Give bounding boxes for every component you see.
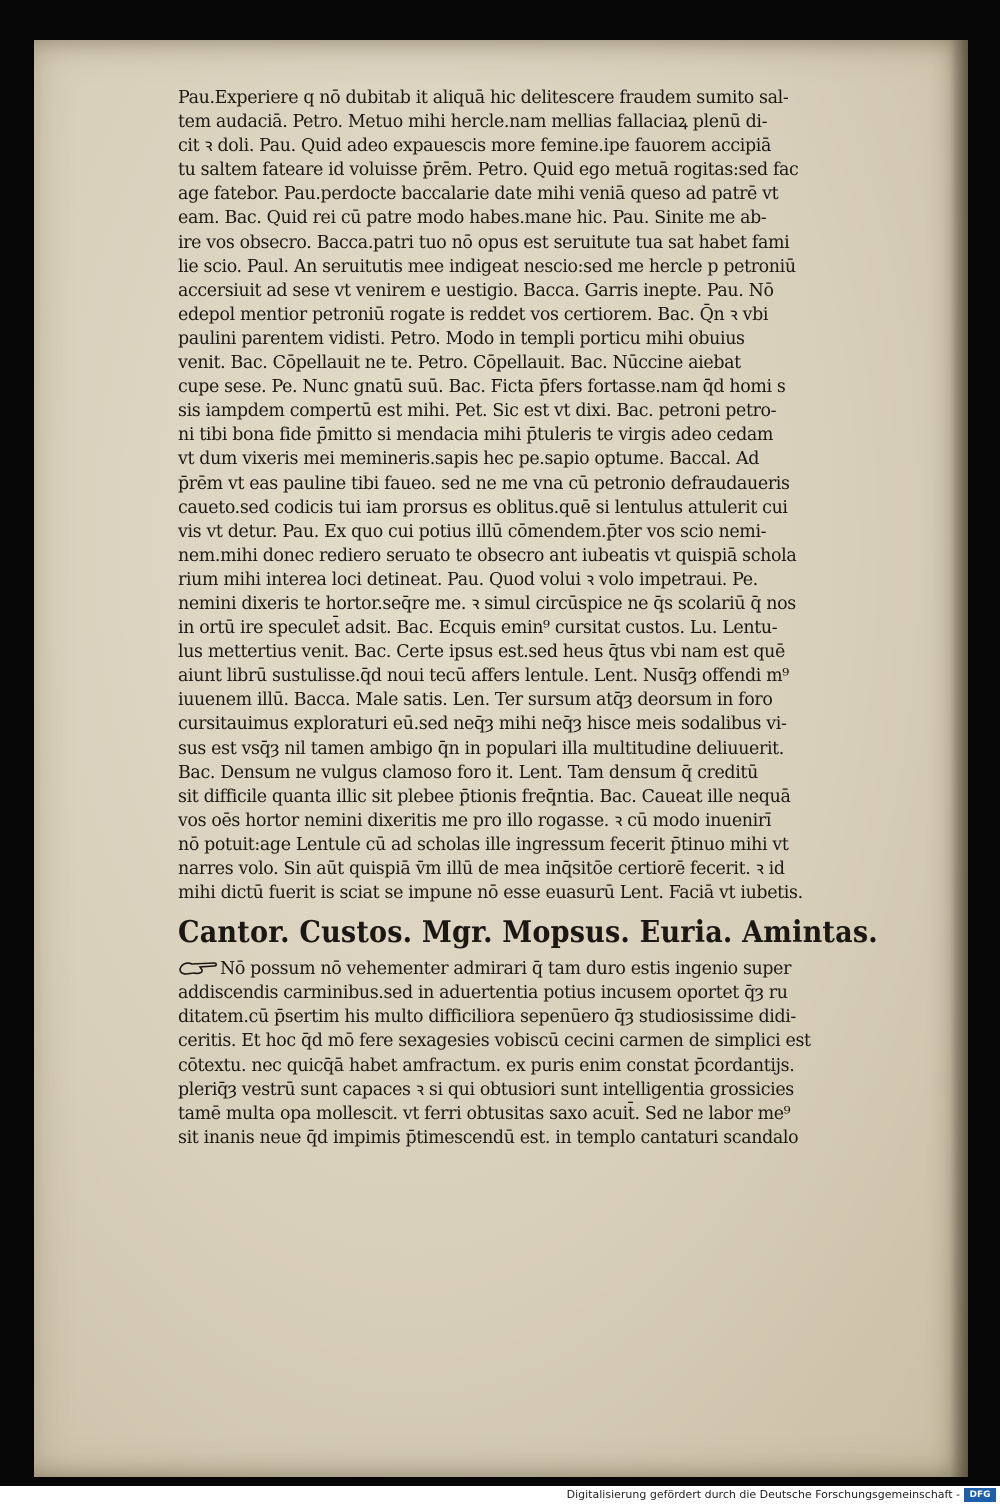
text-line <box>178 423 878 447</box>
body-text-lower <box>178 957 878 1150</box>
text-line-content: p̄rēm vt eas pauline tibi faueo. sed ne me vna cū petronio defraudaueris <box>178 473 790 494</box>
text-line-content: cōtextu. nec quicq̄ā habet amfractum. ex puris enim constat p̄cordantijs. <box>178 1055 795 1076</box>
text-line <box>178 1029 878 1053</box>
text-line <box>178 472 878 496</box>
text-line <box>178 303 878 327</box>
dfg-logo: DFG <box>964 1488 996 1502</box>
text-line-content: in ortū ire speculet̄ adsit. Bac. Ecquis emin⁹ cursitat custos. Lu. Lentu- <box>178 618 778 639</box>
text-line <box>178 279 878 303</box>
text-line <box>178 231 878 255</box>
text-line-content: eam. Bac. Quid rei cū patre modo habes.mane hic. Pau. Sinite me ab- <box>178 208 767 229</box>
text-line-content: caueto.sed codicis tui iam prorsus es oblitus.quē si lentulus attulerit cui <box>178 497 788 518</box>
text-line-content: ire vos obsecro. Bacca.patri tuo nō opus est seruitute tua sat habet fami <box>178 232 790 253</box>
text-line-content: venit. Bac. Cōpellauit ne te. Petro. Cōpellauit. Bac. Nūccine aiebat <box>178 353 741 374</box>
text-line-content: ditatem.cū p̄sertim his multo difficiliora sepenūero q̄ȝ studiosissime didi- <box>178 1007 796 1028</box>
text-line-content: vis vt detur. Pau. Ex quo cui potius illū cōmendem.p̄ter vos scio nemi- <box>178 521 767 542</box>
text-line-content: nemini dixeris te hortor.seq̄re me. ꝛ simul circūspice ne q̄s scolariū q̄ nos <box>178 593 796 614</box>
text-line-content: addiscendis carminibus.sed in aduertentia potius incusem oportet q̄ȝ ru <box>178 983 788 1004</box>
text-line <box>178 86 878 110</box>
text-line-content: sit difficile quanta illic sit plebee p̄tionis freq̄ntia. Bac. Caueat ille nequā <box>178 786 791 807</box>
text-line-content: Pau.Experiere q nō dubitab it aliquā hic delitescere fraudem sumito sal- <box>178 88 789 108</box>
footer-credit: Digitalisierung gefördert durch die Deutsche Forschungsgemeinschaft - <box>566 1488 960 1501</box>
text-line <box>178 496 878 520</box>
text-line-content: vt dum vixeris mei memineris.sapis hec pe.sapio optume. Baccal. Ad <box>178 449 760 470</box>
text-line-content: Bac. Densum ne vulgus clamoso foro it. Lent. Tam densum q̄ creditū <box>178 762 758 783</box>
text-line-content: rium mihi interea loci detineat. Pau. Quod volui ꝛ volo impetraui. Pe. <box>178 569 758 590</box>
text-line <box>178 1126 878 1150</box>
text-line <box>178 375 878 399</box>
text-line <box>178 761 878 785</box>
text-line <box>178 712 878 736</box>
text-line <box>178 785 878 809</box>
text-line <box>178 592 878 616</box>
text-line-content: nō potuit:age Lentule cū ad scholas ille ingressum fecerit p̄tinuo mihi vt <box>178 834 789 855</box>
body-text-upper <box>178 86 878 905</box>
text-line <box>178 1102 878 1126</box>
text-line <box>178 857 878 881</box>
text-line <box>178 399 878 423</box>
text-line <box>178 737 878 761</box>
text-line <box>178 327 878 351</box>
text-line <box>178 568 878 592</box>
text-line-content: accersiuit ad sese vt venirem e uestigio. Bacca. Garris inepte. Pau. Nō <box>178 280 774 301</box>
text-line-content: tu saltem fateare id voluisse p̄rēm. Petro. Quid ego metuā rogitas:sed fac <box>178 160 799 181</box>
text-line <box>178 616 878 640</box>
text-line-content: tem audaciā. Petro. Metuo mihi hercle.nam mellias fallaciaꝝ plenū di- <box>178 112 768 133</box>
text-line-content: pleriq̄ȝ vestrū sunt capaces ꝛ si qui obtusiori sunt intelligentia grossicies <box>178 1079 794 1100</box>
text-line-content: cursitauimus exploraturi eū.sed neq̄ȝ mihi neq̄ȝ hisce meis sodalibus vi- <box>178 714 787 735</box>
text-line-content: ni tibi bona fide p̄mitto si mendacia mihi p̄tuleris te virgis adeo cedam <box>178 425 774 446</box>
text-line-content: nem.mihi donec rediero seruato te obsecro ant iubeatis vt quispiā schola <box>178 545 797 566</box>
text-line <box>178 182 878 206</box>
text-line-content: edepol mentior petroniū rogate is reddet vos certiorem. Bac. Q̄n ꝛ vbi <box>178 304 769 325</box>
text-line-content: age fatebor. Pau.perdocte baccalarie date mihi veniā queso ad patrē vt <box>178 184 779 205</box>
text-line <box>178 520 878 544</box>
text-line <box>178 688 878 712</box>
pointing-hand-icon <box>178 957 218 977</box>
text-line-content: cit ꝛ doli. Pau. Quid adeo expauescis more femine.ipe fauorem accipiā <box>178 136 771 157</box>
text-line <box>178 544 878 568</box>
text-line <box>178 255 878 279</box>
text-line-content: Nō possum nō vehementer admirari q̄ tam duro estis ingenio super <box>220 959 792 980</box>
text-line <box>178 957 878 981</box>
text-line <box>178 1078 878 1102</box>
text-line <box>178 1054 878 1078</box>
text-line <box>178 447 878 471</box>
text-line-content: mihi dictū fuerit is sciat se impune nō esse euasurū Lent. Faciā vt iubetis. <box>178 883 803 904</box>
text-line-content: cupe sese. Pe. Nunc gnatū suū. Bac. Ficta p̄fers fortasse.nam q̄d homi s <box>178 377 786 398</box>
text-line <box>178 809 878 833</box>
text-line <box>178 110 878 134</box>
text-block <box>178 86 878 1150</box>
text-line-content: paulini parentem vidisti. Petro. Modo in templi porticu mihi obuius <box>178 328 745 349</box>
text-line-content: aiunt librū sustulisse.q̄d noui tecū affers lentule. Lent. Nusq̄ȝ offendi m⁹ <box>178 666 789 687</box>
text-line <box>178 1005 878 1029</box>
text-line <box>178 206 878 230</box>
text-line <box>178 640 878 664</box>
text-line-content: lus mettertius venit. Bac. Certe ipsus est.sed heus q̄tus vbi nam est quē <box>178 642 785 663</box>
text-line-content: narres volo. Sin aūt quispiā v̄m illū de mea inq̄sitōe certiorē fecerit. ꝛ id <box>178 859 785 879</box>
text-line-content: lie scio. Paul. An seruitutis mee indigeat nescio:sed me hercle p petroniū <box>178 256 796 277</box>
footer-bar <box>0 1486 1000 1505</box>
text-line-content: sis iampdem compertū est mihi. Pet. Sic est vt dixi. Bac. petroni petro- <box>178 401 777 422</box>
text-line-content: vos oēs hortor nemini dixeritis me pro illo rogasse. ꝛ cū modo inuenirī <box>178 810 772 831</box>
speaker-heading: Cantor. Custos. Mgr. Mopsus. Euria. Amintas. <box>178 915 878 951</box>
text-line <box>178 158 878 182</box>
page-gutter-shadow <box>950 40 968 1477</box>
text-line <box>178 351 878 375</box>
text-line-content: tamē multa opa mollescit. vt ferri obtusitas saxo acuit̄. Sed ne labor me⁹ <box>178 1103 791 1124</box>
text-line-content: sus est vsq̄ȝ nil tamen ambigo q̄n in populari illa multitudine deliuuerit. <box>178 738 784 759</box>
text-line <box>178 833 878 857</box>
text-line <box>178 134 878 158</box>
text-line-content: iuuenem illū. Bacca. Male satis. Len. Ter sursum atq̄ȝ deorsum in foro <box>178 690 773 711</box>
text-line-content: ceritis. Et hoc q̄d mō fere sexagesies vobiscū cecini carmen de simplici est <box>178 1031 811 1052</box>
text-line-content: sit inanis neue q̄d impimis p̄timescendū est. in templo cantaturi scandalo <box>178 1127 799 1148</box>
text-line <box>178 664 878 688</box>
text-line <box>178 981 878 1005</box>
text-line <box>178 881 878 905</box>
